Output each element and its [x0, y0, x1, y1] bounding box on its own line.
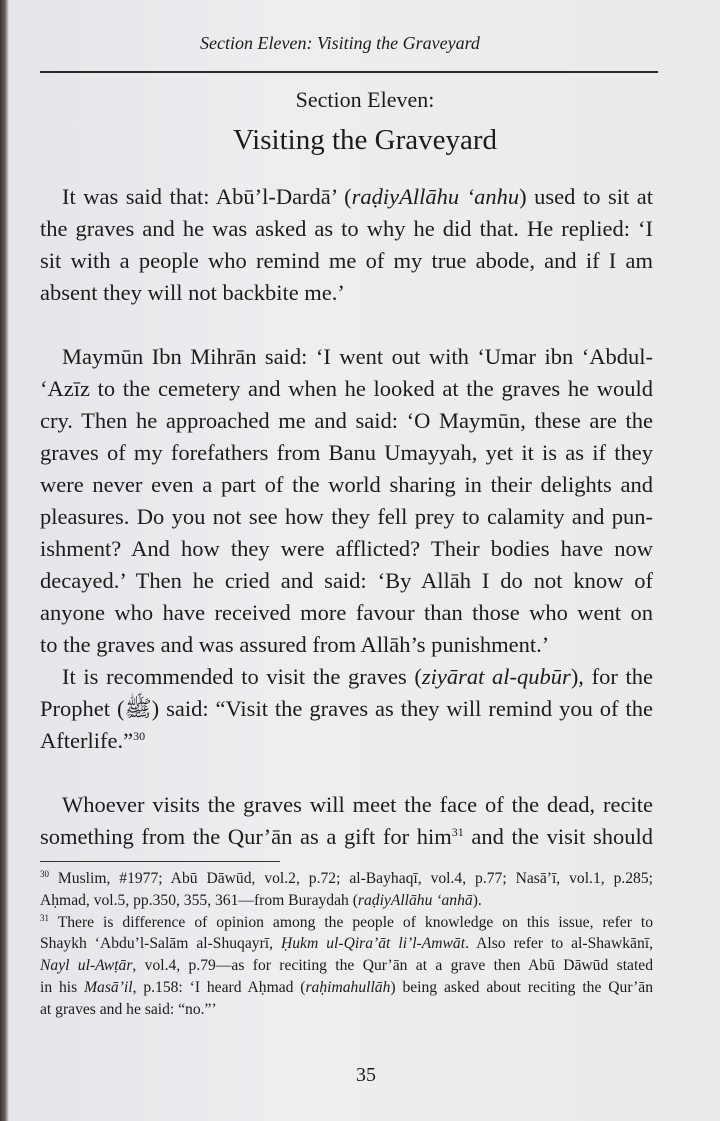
footnote-rule — [40, 861, 280, 862]
text-line — [40, 821, 653, 853]
text-run: ), for the — [570, 664, 654, 689]
text-run: Maymūn Ibn Mihrān said: ‘I went out with ‘Umar ibn ‘Abdul- — [62, 344, 653, 369]
italic-text: Masā’il — [84, 978, 133, 996]
footnote-marker: 31 — [40, 912, 49, 923]
italic-text: raḍiyAllāhu ‘anhā — [357, 891, 473, 909]
text-line — [40, 181, 653, 213]
text-run: were never even a part of the world sharing in their delights and — [40, 472, 653, 497]
paragraph — [40, 661, 653, 757]
text-run: something from the Qur’ān as a gift for him — [40, 824, 452, 849]
text-run: , p.158: ‘I heard Aḥmad ( — [132, 978, 306, 996]
footnote — [40, 912, 653, 1021]
text-line — [40, 501, 653, 533]
text-run: sit with a people who remind me of my true abode, and if I am — [40, 248, 653, 273]
text-run: ishment? And how they were afflicted? Their bodies have now — [40, 536, 653, 561]
text-run: , vol.4, p.79—as for reciting the Qur’ān at a grave then Abū Dāwūd stated — [132, 957, 653, 975]
text-run: decayed.’ Then he cried and said: ‘By Allāh I do not know of — [40, 568, 653, 593]
header-rule — [40, 71, 658, 73]
text-line — [40, 533, 653, 565]
paragraph — [40, 789, 653, 853]
text-line — [40, 245, 653, 277]
text-run: in his — [40, 978, 85, 996]
text-run: and the visit should — [463, 824, 653, 849]
text-run: ). — [472, 891, 482, 909]
text-line — [40, 693, 653, 725]
text-line — [40, 341, 653, 373]
text-line — [40, 977, 653, 999]
text-run: ) being asked about reciting the Qur’ān — [390, 978, 653, 996]
paragraph — [40, 181, 653, 309]
text-run: Shaykh ‘Abdu’l-Salām al-Shuqayrī, — [40, 935, 281, 953]
text-line — [40, 912, 653, 934]
text-run: anyone who have received more favour than those who went on — [40, 600, 653, 625]
section-label: Section Eleven: — [295, 87, 435, 112]
text-run: ‘Azīz to the cemetery and when he looked at the graves he would — [40, 376, 653, 401]
text-run: Prophet (ﷺ) said: “Visit the graves as they will remind you of the — [40, 696, 653, 721]
text-line — [40, 277, 653, 309]
page-number: 35 — [356, 1064, 376, 1086]
text-line — [40, 890, 653, 912]
footnotes — [40, 868, 653, 1021]
text-run: Afterlife.” — [40, 728, 134, 753]
paragraph — [40, 341, 653, 661]
italic-text: ziyārat al-qubūr — [421, 664, 571, 689]
text-line — [40, 933, 653, 955]
footnote — [40, 868, 653, 912]
text-run: Whoever visits the graves will meet the face of the dead, recite — [62, 792, 653, 817]
text-run: cry. Then he approached me and said: ‘O Maymūn, these are the — [40, 408, 653, 433]
text-line — [40, 597, 653, 629]
text-line — [40, 373, 653, 405]
text-run: . Also refer to al-Shawkānī, — [465, 935, 653, 953]
text-line — [40, 437, 653, 469]
text-line — [40, 405, 653, 437]
text-run: ) used to sit at — [519, 184, 654, 209]
text-line — [40, 213, 653, 245]
text-line — [40, 469, 653, 501]
text-line — [40, 789, 653, 821]
italic-text: raḥimahullāh — [305, 978, 391, 996]
italic-text: raḍiyAllāhu ‘anhu — [351, 184, 520, 209]
text-run: It was said that: Abū’l-Dardā’ ( — [62, 184, 352, 209]
text-line — [40, 868, 653, 890]
text-run: to the graves and was assured from Allāh’s punishment.’ — [40, 632, 550, 657]
italic-text: Nayl ul-Awṭār — [40, 957, 133, 975]
text-run: It is recommended to visit the graves ( — [62, 664, 422, 689]
text-run: the graves and he was asked as to why he did that. He replied: ‘I — [40, 216, 653, 241]
text-run: graves of my forefathers from Banu Umayyah, yet it is as if they — [40, 440, 653, 465]
italic-text: Ḥukm ul-Qira’āt li’l-Amwāt — [281, 935, 466, 953]
text-line — [40, 629, 653, 661]
text-run: Aḥmad, vol.5, pp.350, 355, 361—from Buraydah ( — [40, 891, 358, 909]
text-line — [40, 565, 653, 597]
footnote-marker: 31 — [451, 825, 464, 839]
text-run: There is difference of opinion among the people of knowledge on this issue, refer to — [49, 913, 653, 931]
footnote-marker: 30 — [133, 729, 146, 743]
text-run: at graves and he said: “no.”’ — [40, 1000, 217, 1018]
running-header: Section Eleven: Visiting the Graveyard — [200, 33, 480, 53]
text-run: absent they will not backbite me.’ — [40, 280, 345, 305]
page-title: Visiting the Graveyard — [232, 124, 498, 156]
text-line — [40, 999, 653, 1021]
text-run: Muslim, #1977; Abū Dāwūd, vol.2, p.72; al-Bayhaqī, vol.4, p.77; Nasā’ī, vol.1, p.285; — [49, 870, 653, 887]
text-run: pleasures. Do you not see how they fell prey to calamity and pun- — [40, 504, 653, 529]
text-line — [40, 661, 653, 693]
footnote-marker: 30 — [40, 869, 49, 879]
text-line — [40, 955, 653, 977]
text-line — [40, 725, 653, 757]
